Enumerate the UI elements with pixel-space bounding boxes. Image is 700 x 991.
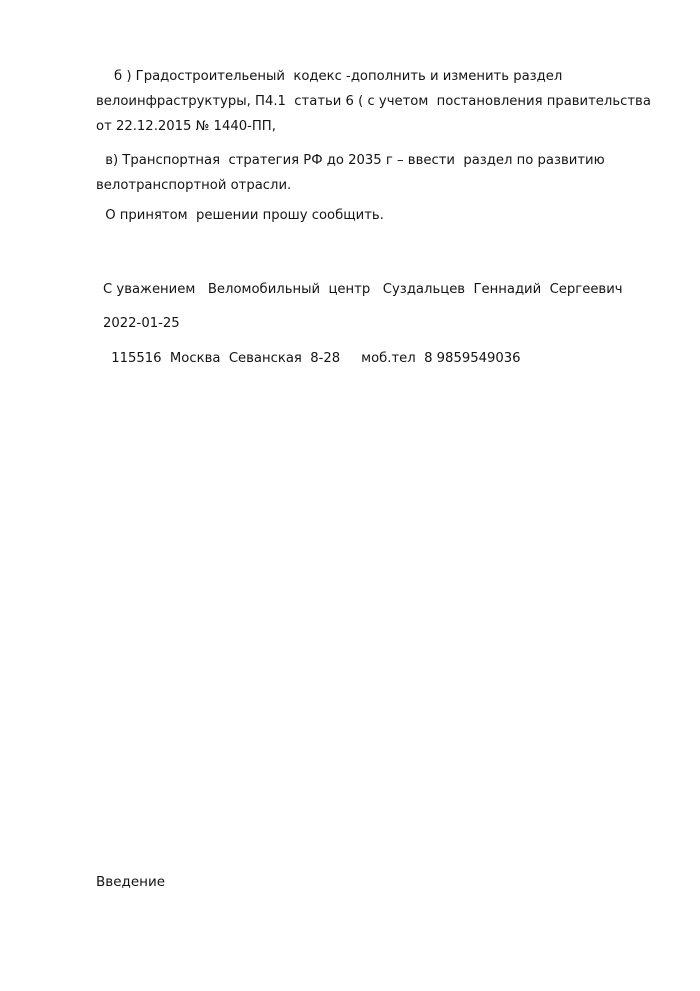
- section-heading-introduction: Введение: [96, 874, 166, 890]
- contact-address-line: 115516 Москва Севанская 8-28 моб.тел 8 9859549036: [107, 351, 521, 366]
- signature-line: С уважением Веломобильный центр Суздальцев Геннадий Сергеевич: [103, 282, 623, 297]
- paragraph-clause-b: б ) Градостроительеный кодекс -дополнить и изменить раздел велоинфраструктуры, П4.1 статьи 6 ( с учетом постановления правительства от 22.12.2015 № 1440-ПП,: [96, 69, 656, 134]
- document-date: 2022-01-25: [103, 316, 180, 331]
- paragraph-request-notice: О принятом решении прошу сообщить.: [101, 208, 384, 223]
- paragraph-clause-v: в) Транспортная стратегия РФ до 2035 г – ввести раздел по развитию велотранспортной отрасли.: [96, 153, 609, 193]
